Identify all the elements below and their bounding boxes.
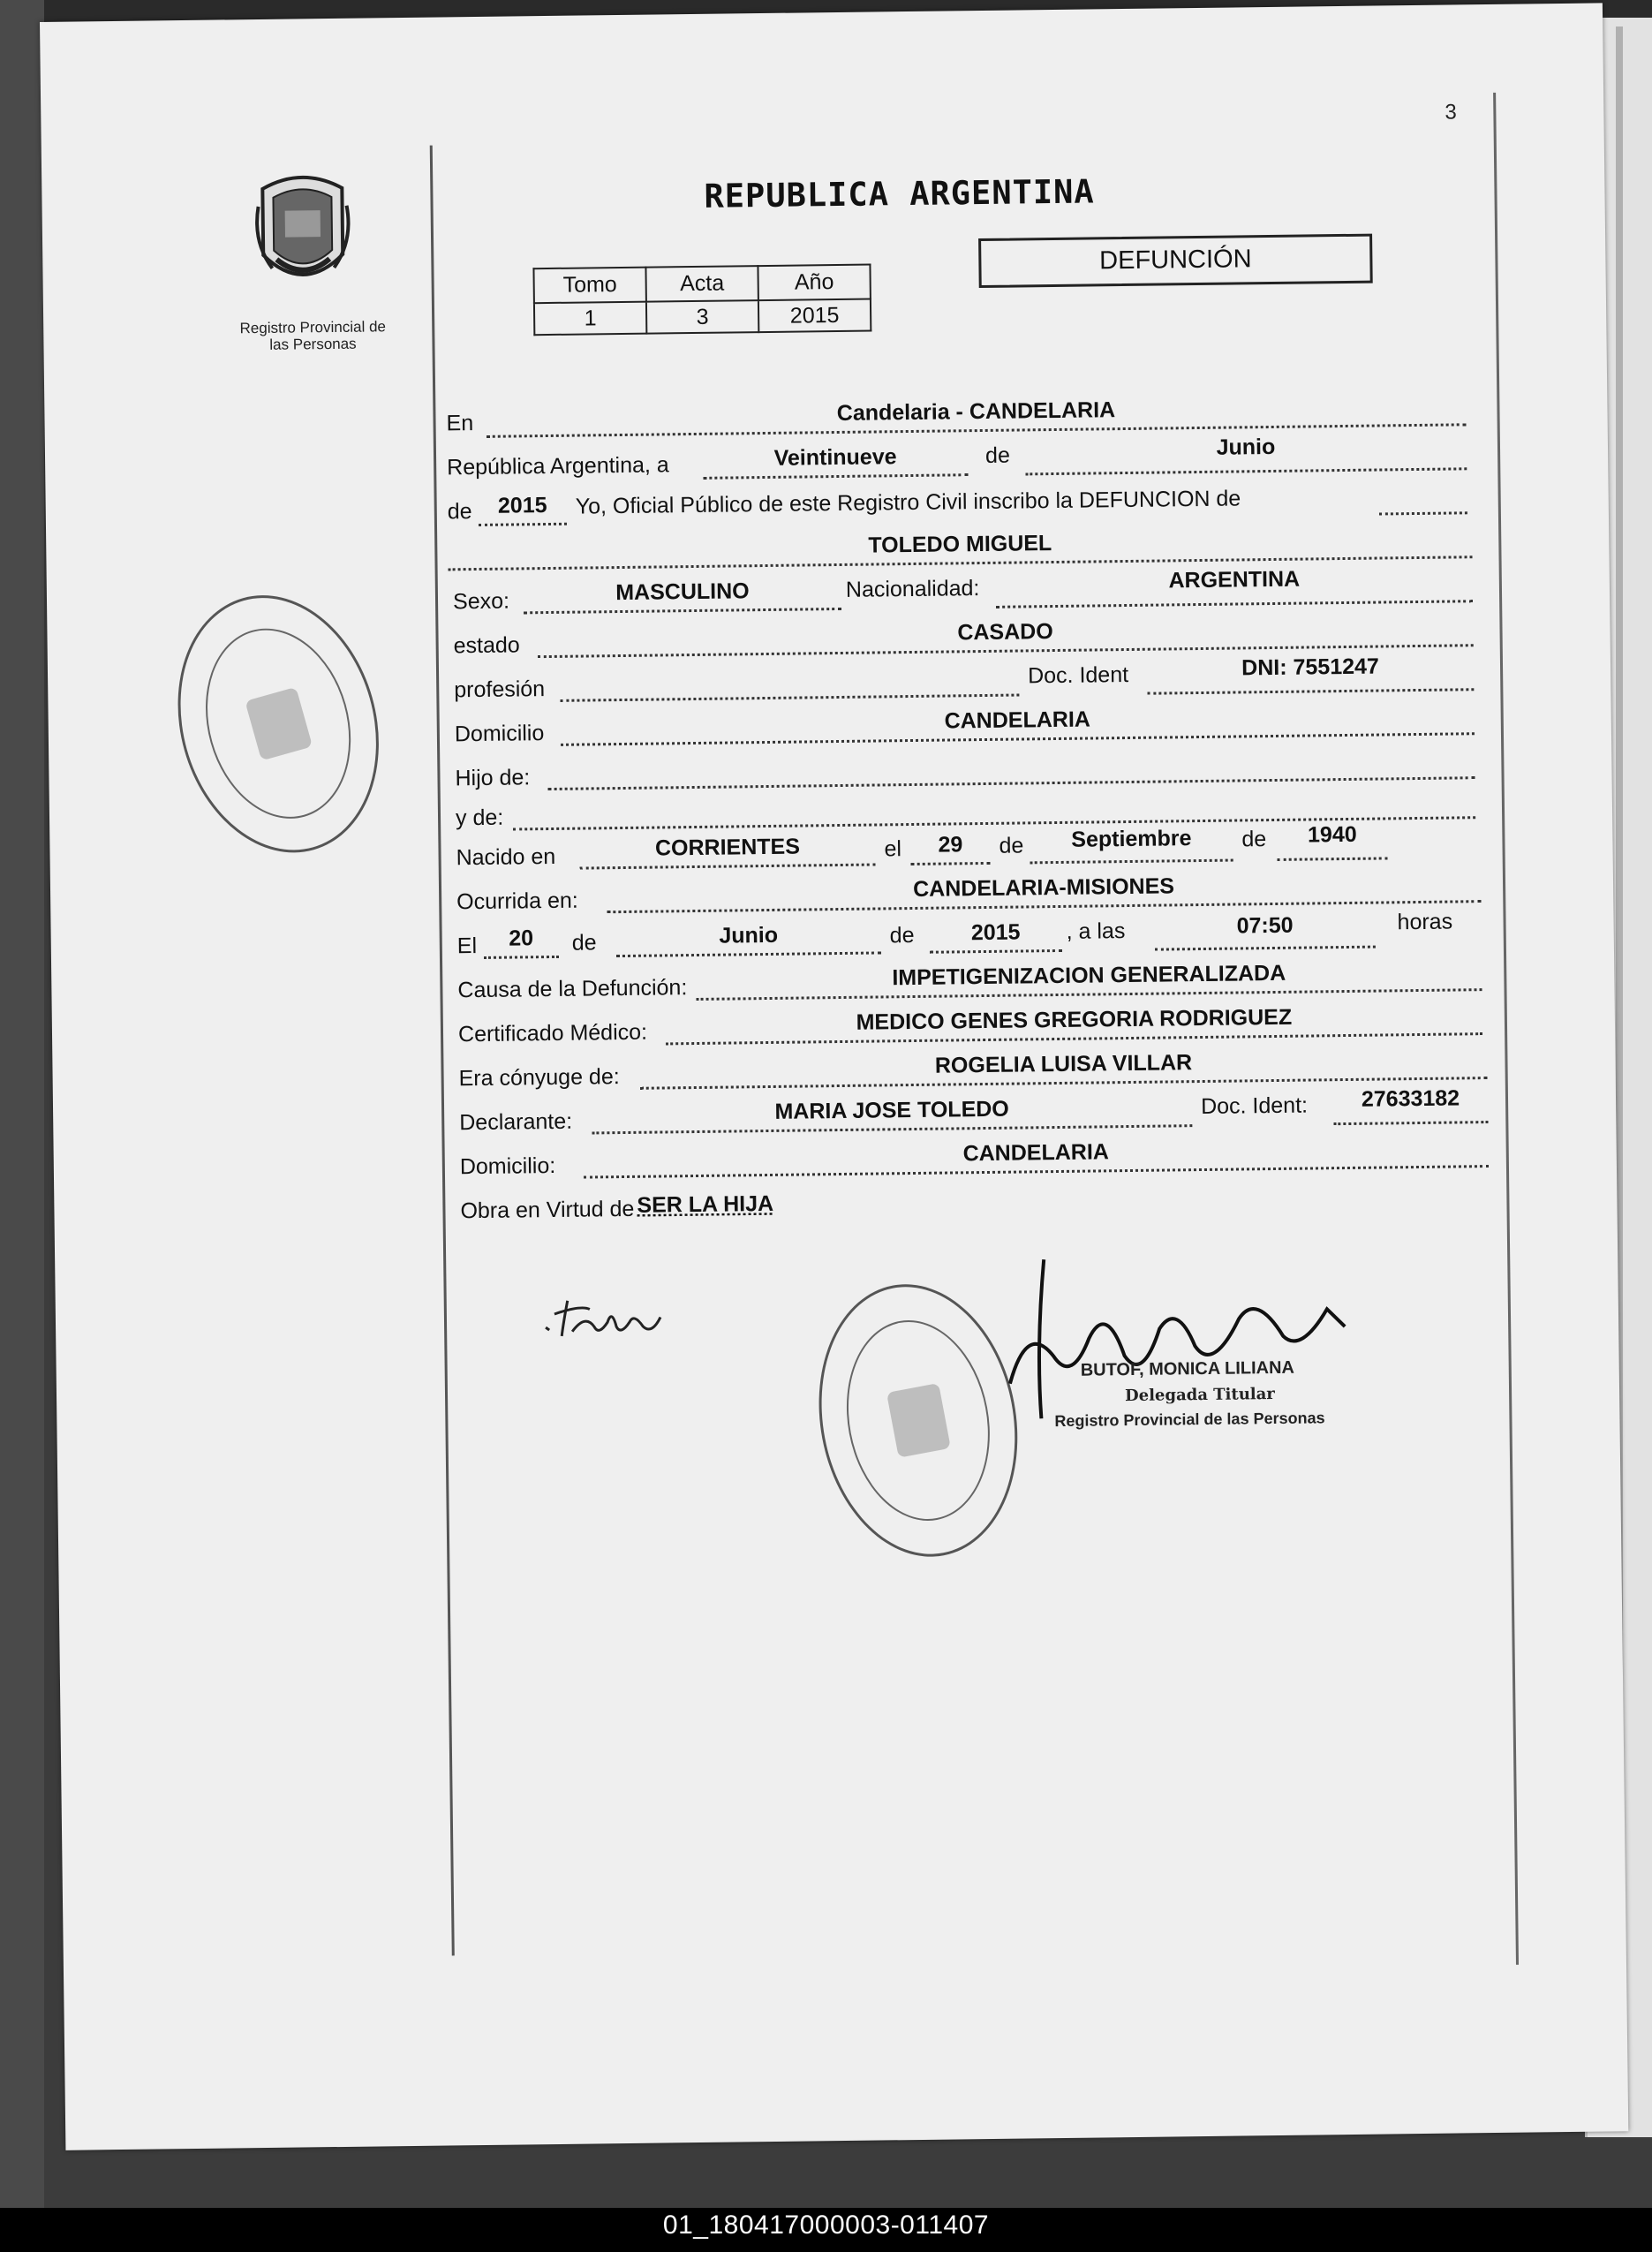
label-hijo: Hijo de: xyxy=(455,765,531,791)
value-acta: 3 xyxy=(646,300,758,334)
value-estado: CASADO xyxy=(957,619,1053,646)
value-sexo: MASCULINO xyxy=(615,578,750,606)
label-doc-ident: Doc. Ident xyxy=(1027,661,1129,689)
label-de: de xyxy=(984,442,1011,468)
label-declarante: Declarante: xyxy=(459,1108,573,1136)
label-certificado: Certificado Médico: xyxy=(457,1019,648,1047)
value-deceased: TOLEDO MIGUEL xyxy=(868,531,1052,558)
value-domicilio2: CANDELARIA xyxy=(962,1139,1110,1167)
label-de-year: de xyxy=(447,499,472,525)
registry-caption: Registro Provincial de las Personas xyxy=(239,318,387,353)
label-obra: Obra en Virtud de xyxy=(460,1196,635,1224)
document-type-box: DEFUNCIÓN xyxy=(978,234,1373,288)
header-tomo: Tomo xyxy=(533,268,645,304)
value-ocurrida: CANDELARIA-MISIONES xyxy=(912,873,1175,902)
value-certificado: MEDICO GENES GREGORIA RODRIGUEZ xyxy=(856,1004,1293,1035)
signer-role: Delegada Titular xyxy=(1124,1385,1275,1406)
fill-hijo xyxy=(547,746,1475,790)
label-nacido: Nacido en xyxy=(456,843,556,871)
label-ocurrida: Ocurrida en: xyxy=(456,888,578,915)
certificate-page xyxy=(40,3,1628,2150)
right-margin-rule xyxy=(1493,93,1519,1965)
value-obra: SER LA HIJA xyxy=(637,1190,774,1218)
value-doc-ident2: 27633182 xyxy=(1361,1085,1460,1112)
label-nacionalidad: Nacionalidad: xyxy=(845,576,980,602)
label-conyuge: Era cónyuge de: xyxy=(458,1064,620,1092)
value-month: Junio xyxy=(1216,434,1276,460)
registry-stamp-left xyxy=(149,571,408,876)
label-el: el xyxy=(884,836,902,862)
value-nacionalidad: ARGENTINA xyxy=(1168,566,1301,593)
value-birth-year: 1940 xyxy=(1307,821,1357,848)
header-anio: Año xyxy=(758,265,870,301)
value-conyuge: ROGELIA LUISA VILLAR xyxy=(934,1050,1193,1078)
value-death-time: 07:50 xyxy=(1236,912,1294,939)
value-day-word: Veintinueve xyxy=(773,444,897,471)
label-doc-ident2: Doc. Ident: xyxy=(1200,1092,1309,1120)
label-profesion: profesión xyxy=(454,676,546,703)
value-year: 2015 xyxy=(497,493,547,518)
label-republica: República Argentina, a xyxy=(447,452,669,480)
label-de5: de xyxy=(571,930,597,956)
label-horas: horas xyxy=(1397,909,1453,935)
inscribo-text: Yo, Oficial Público de este Registro Civil inscribo la DEFUNCION de xyxy=(575,486,1241,519)
header-acta: Acta xyxy=(645,266,758,302)
handwritten-signature-toledo xyxy=(537,1286,688,1349)
tomo-acta-table xyxy=(532,264,871,336)
label-el2: El xyxy=(456,933,478,959)
label-sexo: Sexo: xyxy=(452,588,510,615)
label-de4: de xyxy=(1241,827,1267,852)
value-birth-day: 29 xyxy=(938,832,963,858)
value-en: Candelaria - CANDELARIA xyxy=(836,397,1116,427)
value-declarante: MARIA JOSE TOLEDO xyxy=(774,1096,1009,1124)
signer-name: BUTOF, MONICA LILIANA xyxy=(1080,1357,1295,1380)
label-de3: de xyxy=(999,833,1024,858)
value-doc-ident: DNI: 7551247 xyxy=(1241,654,1380,681)
value-tomo: 1 xyxy=(534,302,646,336)
value-anio: 2015 xyxy=(758,299,871,333)
value-birth-month: Septiembre xyxy=(1071,826,1192,852)
provincial-crest-icon xyxy=(253,170,352,299)
label-de6: de xyxy=(889,922,915,948)
label-alas: , a las xyxy=(1066,918,1126,944)
label-yde: y de: xyxy=(455,805,504,831)
document-title: REPUBLICA ARGENTINA xyxy=(704,172,1095,215)
label-estado: estado xyxy=(453,632,520,659)
label-domicilio2: Domicilio: xyxy=(459,1152,556,1180)
value-nacido: CORRIENTES xyxy=(654,834,801,861)
label-domicilio: Domicilio xyxy=(454,721,545,747)
value-domicilio: CANDELARIA xyxy=(944,707,1091,734)
fill-profesion xyxy=(560,664,1019,702)
value-death-month: Junio xyxy=(719,922,779,948)
page-number: 3 xyxy=(1445,100,1457,125)
value-causa: IMPETIGENIZACION GENERALIZADA xyxy=(892,960,1286,991)
signer-office: Registro Provincial de las Personas xyxy=(1054,1409,1325,1431)
background-left xyxy=(0,0,44,2208)
label-causa: Causa de la Defunción: xyxy=(457,975,688,1003)
fill-inscribo-end xyxy=(1378,481,1467,515)
label-en: En xyxy=(446,411,474,436)
value-death-day: 20 xyxy=(509,926,534,951)
footer-code: 01_180417000003-011407 xyxy=(662,2210,990,2240)
value-death-year: 2015 xyxy=(970,919,1021,946)
